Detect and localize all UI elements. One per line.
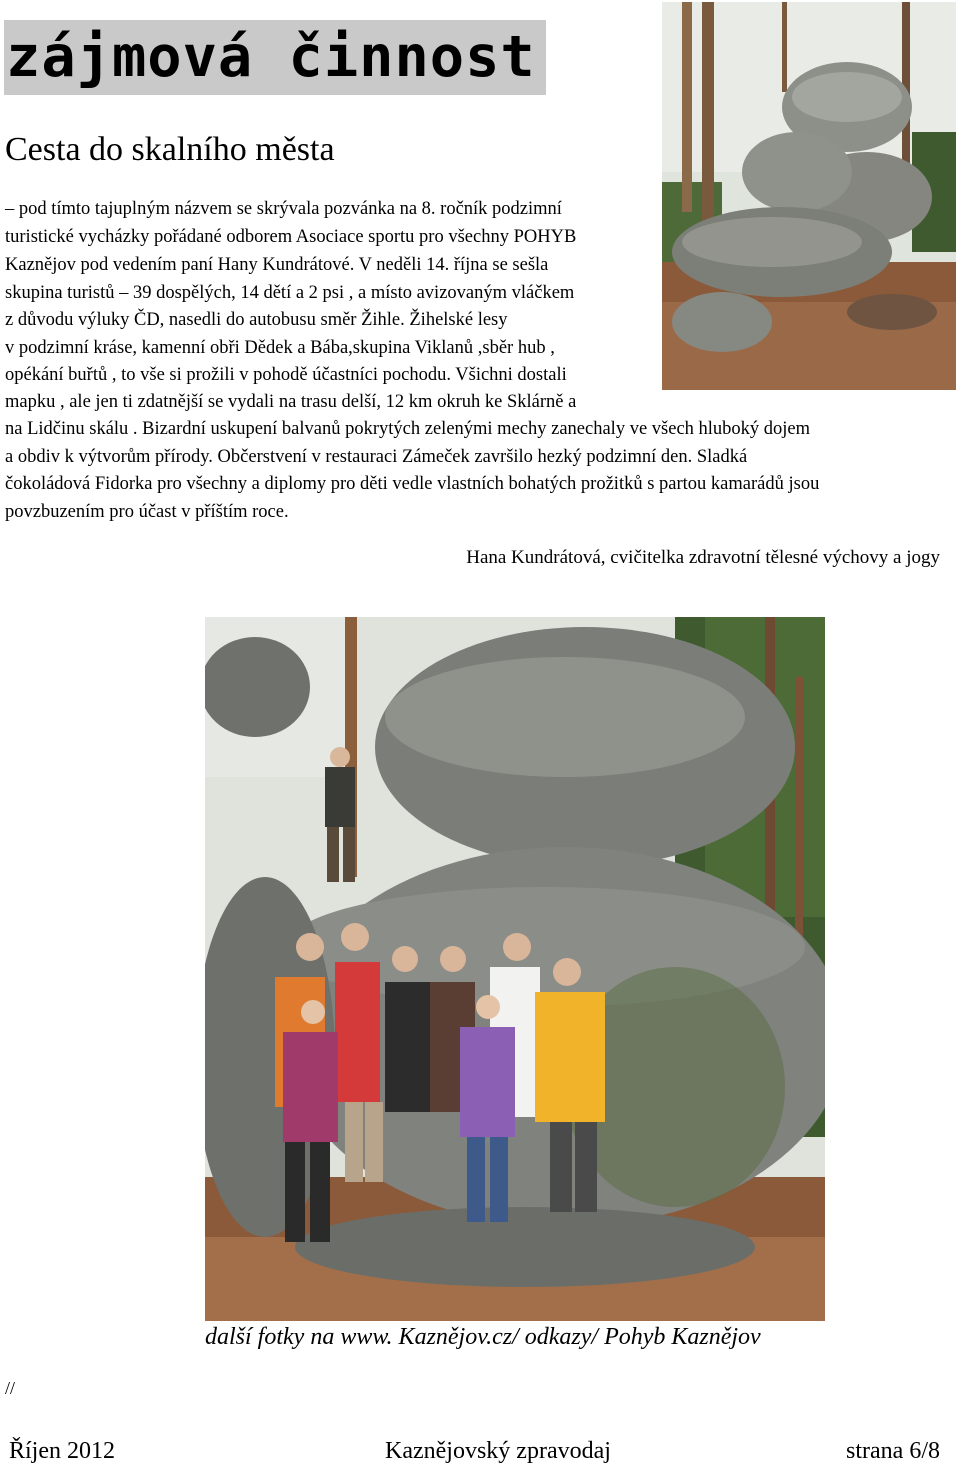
rock-formation-photo (662, 2, 956, 390)
group-photo (205, 617, 825, 1321)
section-heading: zájmová činnost (6, 24, 536, 90)
article-line: povzbuzením pro účast v příštím roce. (5, 502, 289, 522)
author-signature: Hana Kundrátová, cvičitelka zdravotní tělesné výchovy a jogy (466, 547, 940, 568)
photo-caption: další fotky na www. Kaznějov.cz/ odkazy/ Pohyb Kaznějov (205, 1324, 761, 1350)
group-photo-illustration (205, 617, 825, 1321)
footer-date: Říjen 2012 (9, 1438, 115, 1464)
article-line: skupina turistů – 39 dospělých, 14 dětí a 2 psi , a místo avizovaným vláčkem (5, 283, 575, 303)
article-line: a obdiv k výtvorům přírody. Občerstvení v restauraci Zámeček završilo hezký podzimní den. Sladká (5, 447, 748, 467)
article-line: turistické vycházky pořádané odborem Asociace sportu pro všechny POHYB (5, 227, 577, 247)
rock-formation-illustration (662, 2, 956, 390)
section-banner (4, 20, 546, 95)
article-line: opékání buřtů , to vše si prožili v pohodě účastníci pochodu. Všichni dostali (5, 365, 567, 385)
article-title: Cesta do skalního města (5, 131, 335, 168)
footer-publication: Kaznějovský zpravodaj (385, 1438, 611, 1464)
article-line: v podzimní kráse, kamenní obři Dědek a Bába,skupina Viklanů ,sběr hub , (5, 338, 555, 358)
section-marker: // (5, 1378, 16, 1398)
footer-page-number: strana 6/8 (846, 1438, 940, 1464)
article-line: – pod tímto tajuplným názvem se skrývala pozvánka na 8. ročník podzimní (5, 199, 562, 219)
article-line: mapku , ale jen ti zdatnější se vydali na trasu delší, 12 km okruh ke Sklárně a (5, 392, 577, 412)
article-line: čokoládová Fidorka pro všechny a diplomy pro děti vedle vlastních bohatých prožitků s partou kamarádů jsou (5, 474, 820, 494)
article-line: Kaznějov pod vedením paní Hany Kundrátové. V neděli 14. října se sešla (5, 255, 549, 275)
article-line: na Lidčinu skálu . Bizardní uskupení balvanů pokrytých zelenými mechy zanechaly ve všech hluboký dojem (5, 419, 811, 439)
article-line: z důvodu výluky ČD, nasedli do autobusu směr Žihle. Žihelské lesy (5, 310, 508, 330)
